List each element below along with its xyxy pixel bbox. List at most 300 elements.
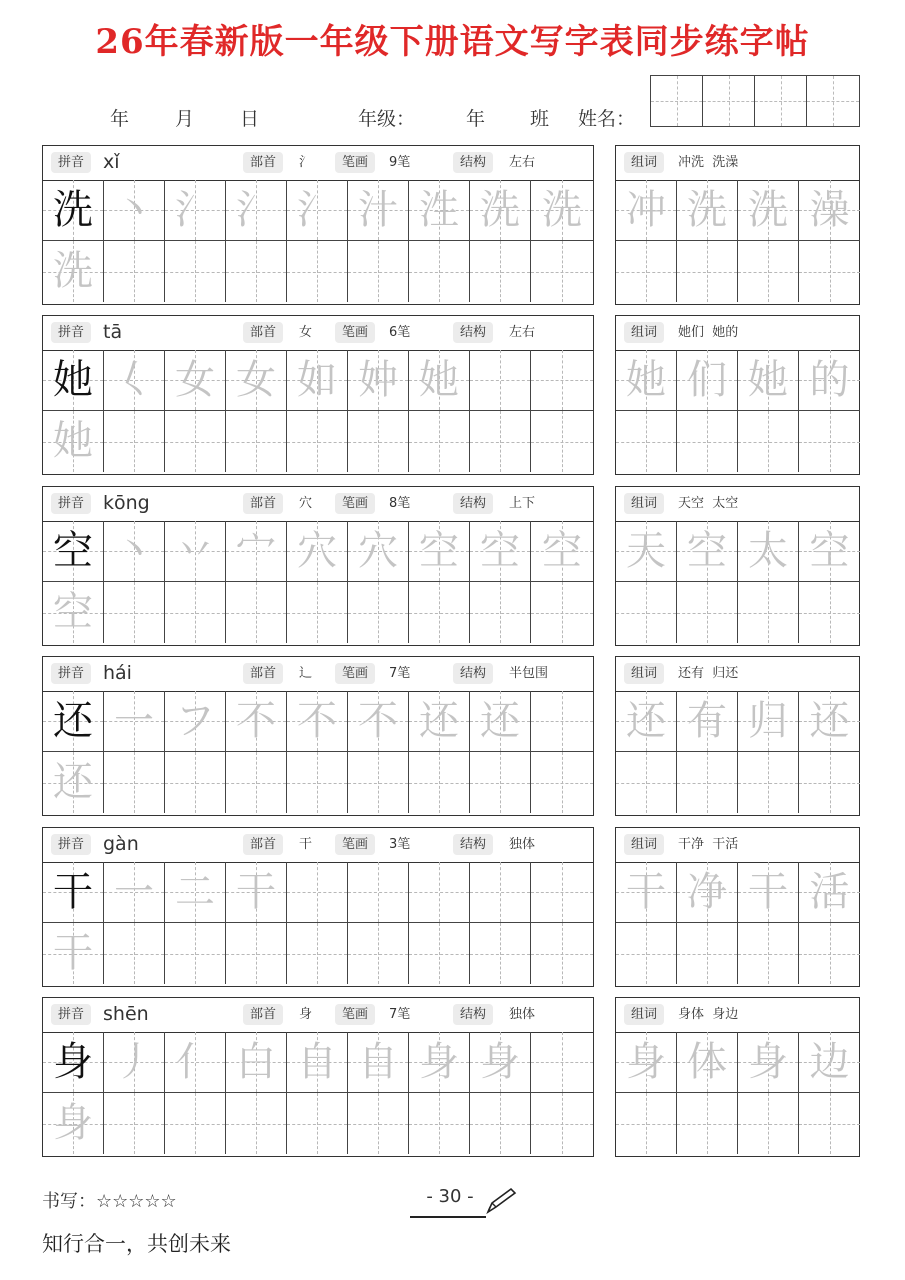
word-trace-character: 她 [626, 357, 666, 403]
structure-value: 独体 [509, 837, 536, 852]
words-value: 干净 干活 [678, 837, 739, 852]
writing-cell[interactable] [348, 350, 409, 411]
pinyin-value: kōng [103, 492, 150, 514]
writing-cell[interactable] [226, 241, 287, 302]
name-label: 姓名： [578, 108, 636, 130]
strokes-tag: 笔画 [335, 152, 375, 173]
writing-cell[interactable] [616, 923, 677, 984]
writing-cell[interactable] [531, 241, 593, 302]
writing-cell[interactable] [287, 350, 348, 411]
word-practice-block [615, 315, 860, 475]
writing-cell[interactable] [409, 582, 470, 643]
stroke-order-step: 女 [236, 357, 276, 403]
model-character: 还 [53, 698, 93, 744]
writing-cell[interactable] [43, 350, 104, 411]
writing-cell[interactable] [165, 350, 226, 411]
writing-cell[interactable] [799, 582, 860, 643]
words-value: 冲洗 洗澡 [678, 155, 739, 170]
writing-cell[interactable] [226, 521, 287, 582]
writing-cell[interactable] [287, 241, 348, 302]
writing-cell[interactable] [677, 1032, 738, 1093]
writing-cell[interactable] [104, 862, 165, 923]
writing-cell[interactable] [677, 752, 738, 813]
writing-cell[interactable] [409, 862, 470, 923]
radical-value: 穴 [299, 496, 313, 511]
word-trace-character: 归 [748, 698, 788, 744]
stroke-order-step: 不 [236, 698, 276, 744]
date-year-label: 年 [110, 108, 130, 130]
writing-cell[interactable] [104, 1093, 165, 1154]
model-character: 干 [53, 869, 93, 915]
strokes-value: 6笔 [389, 325, 411, 340]
writing-cell[interactable] [165, 582, 226, 643]
page-number-underline [410, 1216, 486, 1218]
radical-tag: 部首 [243, 322, 283, 343]
writing-cell[interactable] [616, 862, 677, 923]
writing-cell[interactable] [677, 350, 738, 411]
writing-cell[interactable] [470, 752, 531, 813]
writing-cell[interactable] [104, 691, 165, 752]
writing-cell[interactable] [738, 752, 799, 813]
word-practice-block [615, 997, 860, 1157]
word-info-header [616, 998, 859, 1033]
stroke-order-step: 空 [480, 528, 520, 574]
writing-cell[interactable] [287, 521, 348, 582]
writing-cell[interactable] [409, 411, 470, 472]
writing-cell[interactable] [799, 862, 860, 923]
writing-cell[interactable] [348, 411, 409, 472]
stroke-order-step: 宀 [236, 528, 276, 574]
structure-tag: 结构 [453, 1004, 493, 1025]
writing-cell[interactable] [104, 582, 165, 643]
writing-cell[interactable] [677, 582, 738, 643]
word-trace-character: 还 [809, 698, 850, 744]
pencil-icon [484, 1186, 518, 1216]
stroke-order-step: 空 [542, 528, 582, 574]
stroke-order-step: 穴 [358, 528, 398, 574]
character-info-header [43, 487, 593, 522]
word-info-header [616, 828, 859, 863]
writing-cell[interactable] [165, 691, 226, 752]
structure-tag: 结构 [453, 834, 493, 855]
writing-cell[interactable] [409, 1032, 470, 1093]
word-info-header [616, 146, 859, 181]
writing-cell[interactable] [226, 411, 287, 472]
writing-cell[interactable] [677, 923, 738, 984]
writing-cell[interactable] [409, 350, 470, 411]
trace-character: 空 [53, 589, 93, 635]
radical-value: 女 [299, 325, 313, 340]
writing-cell[interactable] [738, 862, 799, 923]
writing-cell[interactable] [165, 1093, 226, 1154]
stroke-order-step: 还 [419, 698, 459, 744]
writing-cell[interactable] [470, 1032, 531, 1093]
writing-cell[interactable] [616, 411, 677, 472]
writing-cell[interactable] [531, 1093, 593, 1154]
writing-cell[interactable] [348, 691, 409, 752]
words-tag: 组词 [624, 834, 664, 855]
writing-cell[interactable] [165, 752, 226, 813]
name-cell[interactable] [807, 76, 859, 126]
stroke-order-step: 一 [114, 869, 154, 915]
writing-cell[interactable] [677, 241, 738, 302]
pinyin-value: xǐ [103, 151, 120, 173]
writing-cell[interactable] [348, 1093, 409, 1154]
writing-cell[interactable] [531, 862, 593, 923]
writing-cell[interactable] [43, 862, 104, 923]
stroke-order-step: 妕 [358, 357, 398, 403]
writing-cell[interactable] [43, 923, 104, 984]
stroke-order-step: 身 [419, 1039, 459, 1085]
page-number: - 30 - [426, 1186, 474, 1207]
model-character: 她 [53, 357, 93, 403]
writing-cell[interactable] [165, 411, 226, 472]
name-cell[interactable] [703, 76, 755, 126]
stroke-order-step: 洗 [542, 187, 582, 233]
writing-cell[interactable] [43, 1032, 104, 1093]
words-tag: 组词 [624, 493, 664, 514]
writing-cell[interactable] [470, 411, 531, 472]
writing-cell[interactable] [348, 582, 409, 643]
writing-cell[interactable] [470, 691, 531, 752]
stroke-order-step: 自 [297, 1039, 337, 1085]
writing-cell[interactable] [531, 582, 593, 643]
character-practice-block [42, 486, 594, 646]
radical-value: 辶 [299, 666, 313, 681]
word-trace-character: 冲 [626, 187, 666, 233]
writing-cell[interactable] [677, 521, 738, 582]
writing-cell[interactable] [287, 752, 348, 813]
writing-cell[interactable] [799, 350, 860, 411]
structure-tag: 结构 [453, 322, 493, 343]
writing-cell[interactable] [677, 1093, 738, 1154]
structure-tag: 结构 [453, 663, 493, 684]
writing-cell[interactable] [409, 923, 470, 984]
writing-cell[interactable] [104, 1032, 165, 1093]
word-trace-character: 活 [809, 869, 850, 915]
writing-cell[interactable] [409, 1093, 470, 1154]
writing-cell[interactable] [738, 923, 799, 984]
stroke-order-step: 氵 [236, 187, 276, 233]
writing-cell[interactable] [616, 1032, 677, 1093]
writing-cell[interactable] [43, 582, 104, 643]
stroke-order-step: 不 [358, 698, 398, 744]
writing-cell[interactable] [616, 180, 677, 241]
writing-cell[interactable] [616, 350, 677, 411]
strokes-tag: 笔画 [335, 493, 375, 514]
writing-cell[interactable] [287, 582, 348, 643]
words-value: 身体 身边 [678, 1007, 739, 1022]
radical-value: 干 [299, 837, 313, 852]
writing-cell[interactable] [738, 1032, 799, 1093]
trace-character: 洗 [53, 248, 93, 294]
date-month-label: 月 [175, 108, 195, 130]
writing-cell[interactable] [738, 691, 799, 752]
writing-cell[interactable] [348, 862, 409, 923]
writing-cell[interactable] [348, 180, 409, 241]
name-cell[interactable] [651, 76, 703, 126]
writing-cell[interactable] [470, 241, 531, 302]
structure-value: 左右 [509, 325, 536, 340]
writing-cell[interactable] [799, 1032, 860, 1093]
stroke-order-step: 洗 [480, 187, 520, 233]
grade-unit-label: 年 [466, 108, 486, 130]
grade-label: 年级： [358, 108, 416, 130]
word-trace-character: 空 [809, 528, 850, 574]
writing-cell[interactable] [409, 180, 470, 241]
writing-cell[interactable] [616, 521, 677, 582]
writing-cell[interactable] [226, 923, 287, 984]
writing-cell[interactable] [738, 241, 799, 302]
word-trace-character: 干 [748, 869, 788, 915]
pinyin-tag: 拼音 [51, 834, 91, 855]
writing-cell[interactable] [104, 180, 165, 241]
character-practice-block [42, 315, 594, 475]
word-trace-character: 们 [687, 357, 727, 403]
writing-cell[interactable] [43, 241, 104, 302]
name-cell[interactable] [755, 76, 807, 126]
writing-cell[interactable] [165, 862, 226, 923]
writing-cell[interactable] [616, 691, 677, 752]
stroke-order-step: 空 [419, 528, 459, 574]
stroke-order-step: フ [175, 698, 215, 744]
word-trace-character: 边 [809, 1039, 850, 1085]
strokes-value: 8笔 [389, 496, 411, 511]
writing-cell[interactable] [531, 691, 593, 752]
writing-cell[interactable] [104, 241, 165, 302]
writing-cell[interactable] [470, 350, 531, 411]
writing-cell[interactable] [616, 752, 677, 813]
pinyin-value: gàn [103, 833, 139, 855]
writing-cell[interactable] [226, 350, 287, 411]
writing-cell[interactable] [287, 180, 348, 241]
pinyin-tag: 拼音 [51, 152, 91, 173]
word-info-header [616, 316, 859, 351]
character-practice-block [42, 656, 594, 816]
motto: 知行合一，共创未来 [42, 1232, 231, 1256]
writing-cell[interactable] [226, 691, 287, 752]
words-tag: 组词 [624, 152, 664, 173]
writing-cell[interactable] [104, 923, 165, 984]
trace-character: 还 [53, 759, 93, 805]
writing-cell[interactable] [165, 923, 226, 984]
writing-cell[interactable] [799, 521, 860, 582]
writing-cell[interactable] [531, 180, 593, 241]
word-trace-character: 洗 [687, 187, 727, 233]
words-tag: 组词 [624, 663, 664, 684]
pinyin-tag: 拼音 [51, 663, 91, 684]
writing-rating: 书写：☆☆☆☆☆ [42, 1191, 177, 1212]
trace-character: 她 [53, 418, 93, 464]
stroke-order-step: 身 [480, 1039, 520, 1085]
pinyin-value: shēn [103, 1003, 149, 1025]
radical-tag: 部首 [243, 834, 283, 855]
word-practice-block [615, 827, 860, 987]
word-trace-character: 澡 [809, 187, 850, 233]
word-trace-character: 空 [687, 528, 727, 574]
writing-cell[interactable] [531, 923, 593, 984]
writing-cell[interactable] [531, 411, 593, 472]
writing-cell[interactable] [470, 862, 531, 923]
word-trace-character: 有 [687, 698, 727, 744]
writing-cell[interactable] [738, 350, 799, 411]
model-character: 身 [53, 1039, 93, 1085]
writing-cell[interactable] [287, 1032, 348, 1093]
stroke-order-step: 汁 [358, 187, 398, 233]
stroke-order-step: 她 [419, 357, 459, 403]
writing-cell[interactable] [470, 923, 531, 984]
writing-cell[interactable] [470, 582, 531, 643]
writing-cell[interactable] [677, 862, 738, 923]
writing-cell[interactable] [799, 411, 860, 472]
writing-cell[interactable] [738, 582, 799, 643]
structure-value: 半包围 [509, 666, 549, 681]
character-info-header [43, 316, 593, 351]
writing-cell[interactable] [165, 241, 226, 302]
writing-cell[interactable] [348, 923, 409, 984]
character-practice-block [42, 997, 594, 1157]
writing-cell[interactable] [226, 862, 287, 923]
writing-cell[interactable] [470, 1093, 531, 1154]
word-trace-character: 她 [748, 357, 788, 403]
word-trace-character: 太 [748, 528, 788, 574]
writing-cell[interactable] [470, 521, 531, 582]
class-unit-label: 班 [530, 108, 550, 130]
writing-cell[interactable] [738, 521, 799, 582]
writing-cell[interactable] [165, 180, 226, 241]
writing-cell[interactable] [43, 691, 104, 752]
writing-cell[interactable] [677, 411, 738, 472]
writing-cell[interactable] [799, 752, 860, 813]
date-day-label: 日 [240, 108, 260, 130]
name-writing-grid[interactable] [650, 75, 860, 127]
writing-cell[interactable] [616, 1093, 677, 1154]
radical-tag: 部首 [243, 663, 283, 684]
writing-cell[interactable] [226, 582, 287, 643]
structure-tag: 结构 [453, 493, 493, 514]
writing-cell[interactable] [531, 521, 593, 582]
strokes-value: 7笔 [389, 1007, 411, 1022]
model-character: 空 [53, 528, 93, 574]
character-info-header [43, 998, 593, 1033]
pinyin-tag: 拼音 [51, 1004, 91, 1025]
writing-cell[interactable] [226, 1032, 287, 1093]
writing-cell[interactable] [348, 241, 409, 302]
writing-cell[interactable] [287, 691, 348, 752]
word-info-header [616, 487, 859, 522]
character-info-header [43, 828, 593, 863]
writing-cell[interactable] [531, 752, 593, 813]
writing-cell[interactable] [226, 1093, 287, 1154]
writing-cell[interactable] [43, 180, 104, 241]
word-trace-character: 还 [626, 698, 666, 744]
radical-tag: 部首 [243, 152, 283, 173]
stroke-order-step: 亻 [175, 1039, 215, 1085]
writing-cell[interactable] [43, 521, 104, 582]
writing-cell[interactable] [738, 411, 799, 472]
writing-cell[interactable] [287, 1093, 348, 1154]
writing-cell[interactable] [43, 752, 104, 813]
writing-cell[interactable] [531, 1032, 593, 1093]
pinyin-tag: 拼音 [51, 322, 91, 343]
character-info-header [43, 146, 593, 181]
writing-cell[interactable] [531, 350, 593, 411]
writing-cell[interactable] [226, 180, 287, 241]
strokes-tag: 笔画 [335, 322, 375, 343]
stroke-order-step: 自 [358, 1039, 398, 1085]
writing-cell[interactable] [104, 752, 165, 813]
writing-cell[interactable] [799, 691, 860, 752]
word-practice-block [615, 656, 860, 816]
writing-cell[interactable] [799, 923, 860, 984]
words-tag: 组词 [624, 322, 664, 343]
stroke-order-step: 干 [236, 869, 276, 915]
pinyin-tag: 拼音 [51, 493, 91, 514]
pinyin-value: hái [103, 662, 132, 684]
writing-cell[interactable] [104, 411, 165, 472]
word-trace-character: 天 [626, 528, 666, 574]
strokes-tag: 笔画 [335, 663, 375, 684]
writing-cell[interactable] [348, 752, 409, 813]
writing-cell[interactable] [43, 411, 104, 472]
writing-cell[interactable] [226, 752, 287, 813]
radical-tag: 部首 [243, 1004, 283, 1025]
word-trace-character: 干 [626, 869, 666, 915]
writing-cell[interactable] [287, 411, 348, 472]
writing-cell[interactable] [287, 923, 348, 984]
writing-cell[interactable] [799, 1093, 860, 1154]
stroke-order-step: 一 [114, 698, 154, 744]
writing-cell[interactable] [165, 521, 226, 582]
writing-cell[interactable] [104, 350, 165, 411]
writing-cell[interactable] [409, 691, 470, 752]
word-trace-character: 的 [809, 357, 850, 403]
stroke-order-step: 丷 [175, 528, 215, 574]
writing-cell[interactable] [409, 521, 470, 582]
writing-cell[interactable] [799, 180, 860, 241]
writing-cell[interactable] [287, 862, 348, 923]
writing-cell[interactable] [348, 1032, 409, 1093]
structure-value: 左右 [509, 155, 536, 170]
writing-cell[interactable] [616, 582, 677, 643]
structure-tag: 结构 [453, 152, 493, 173]
writing-cell[interactable] [104, 521, 165, 582]
word-practice-block [615, 145, 860, 305]
trace-character: 干 [53, 930, 93, 976]
word-practice-block [615, 486, 860, 646]
writing-cell[interactable] [470, 180, 531, 241]
structure-value: 独体 [509, 1007, 536, 1022]
writing-cell[interactable] [677, 180, 738, 241]
writing-cell[interactable] [677, 691, 738, 752]
writing-cell[interactable] [738, 1093, 799, 1154]
stroke-order-step: 氵 [297, 187, 337, 233]
writing-cell[interactable] [348, 521, 409, 582]
writing-cell[interactable] [43, 1093, 104, 1154]
writing-cell[interactable] [409, 752, 470, 813]
writing-cell[interactable] [799, 241, 860, 302]
stroke-order-step: 二 [175, 869, 215, 915]
trace-character: 身 [53, 1100, 93, 1146]
words-value: 她们 她的 [678, 325, 739, 340]
stroke-order-step: 丶 [114, 187, 154, 233]
writing-cell[interactable] [409, 241, 470, 302]
radical-value: 身 [299, 1007, 313, 1022]
writing-cell[interactable] [165, 1032, 226, 1093]
word-trace-character: 洗 [748, 187, 788, 233]
writing-cell[interactable] [616, 241, 677, 302]
writing-cell[interactable] [738, 180, 799, 241]
